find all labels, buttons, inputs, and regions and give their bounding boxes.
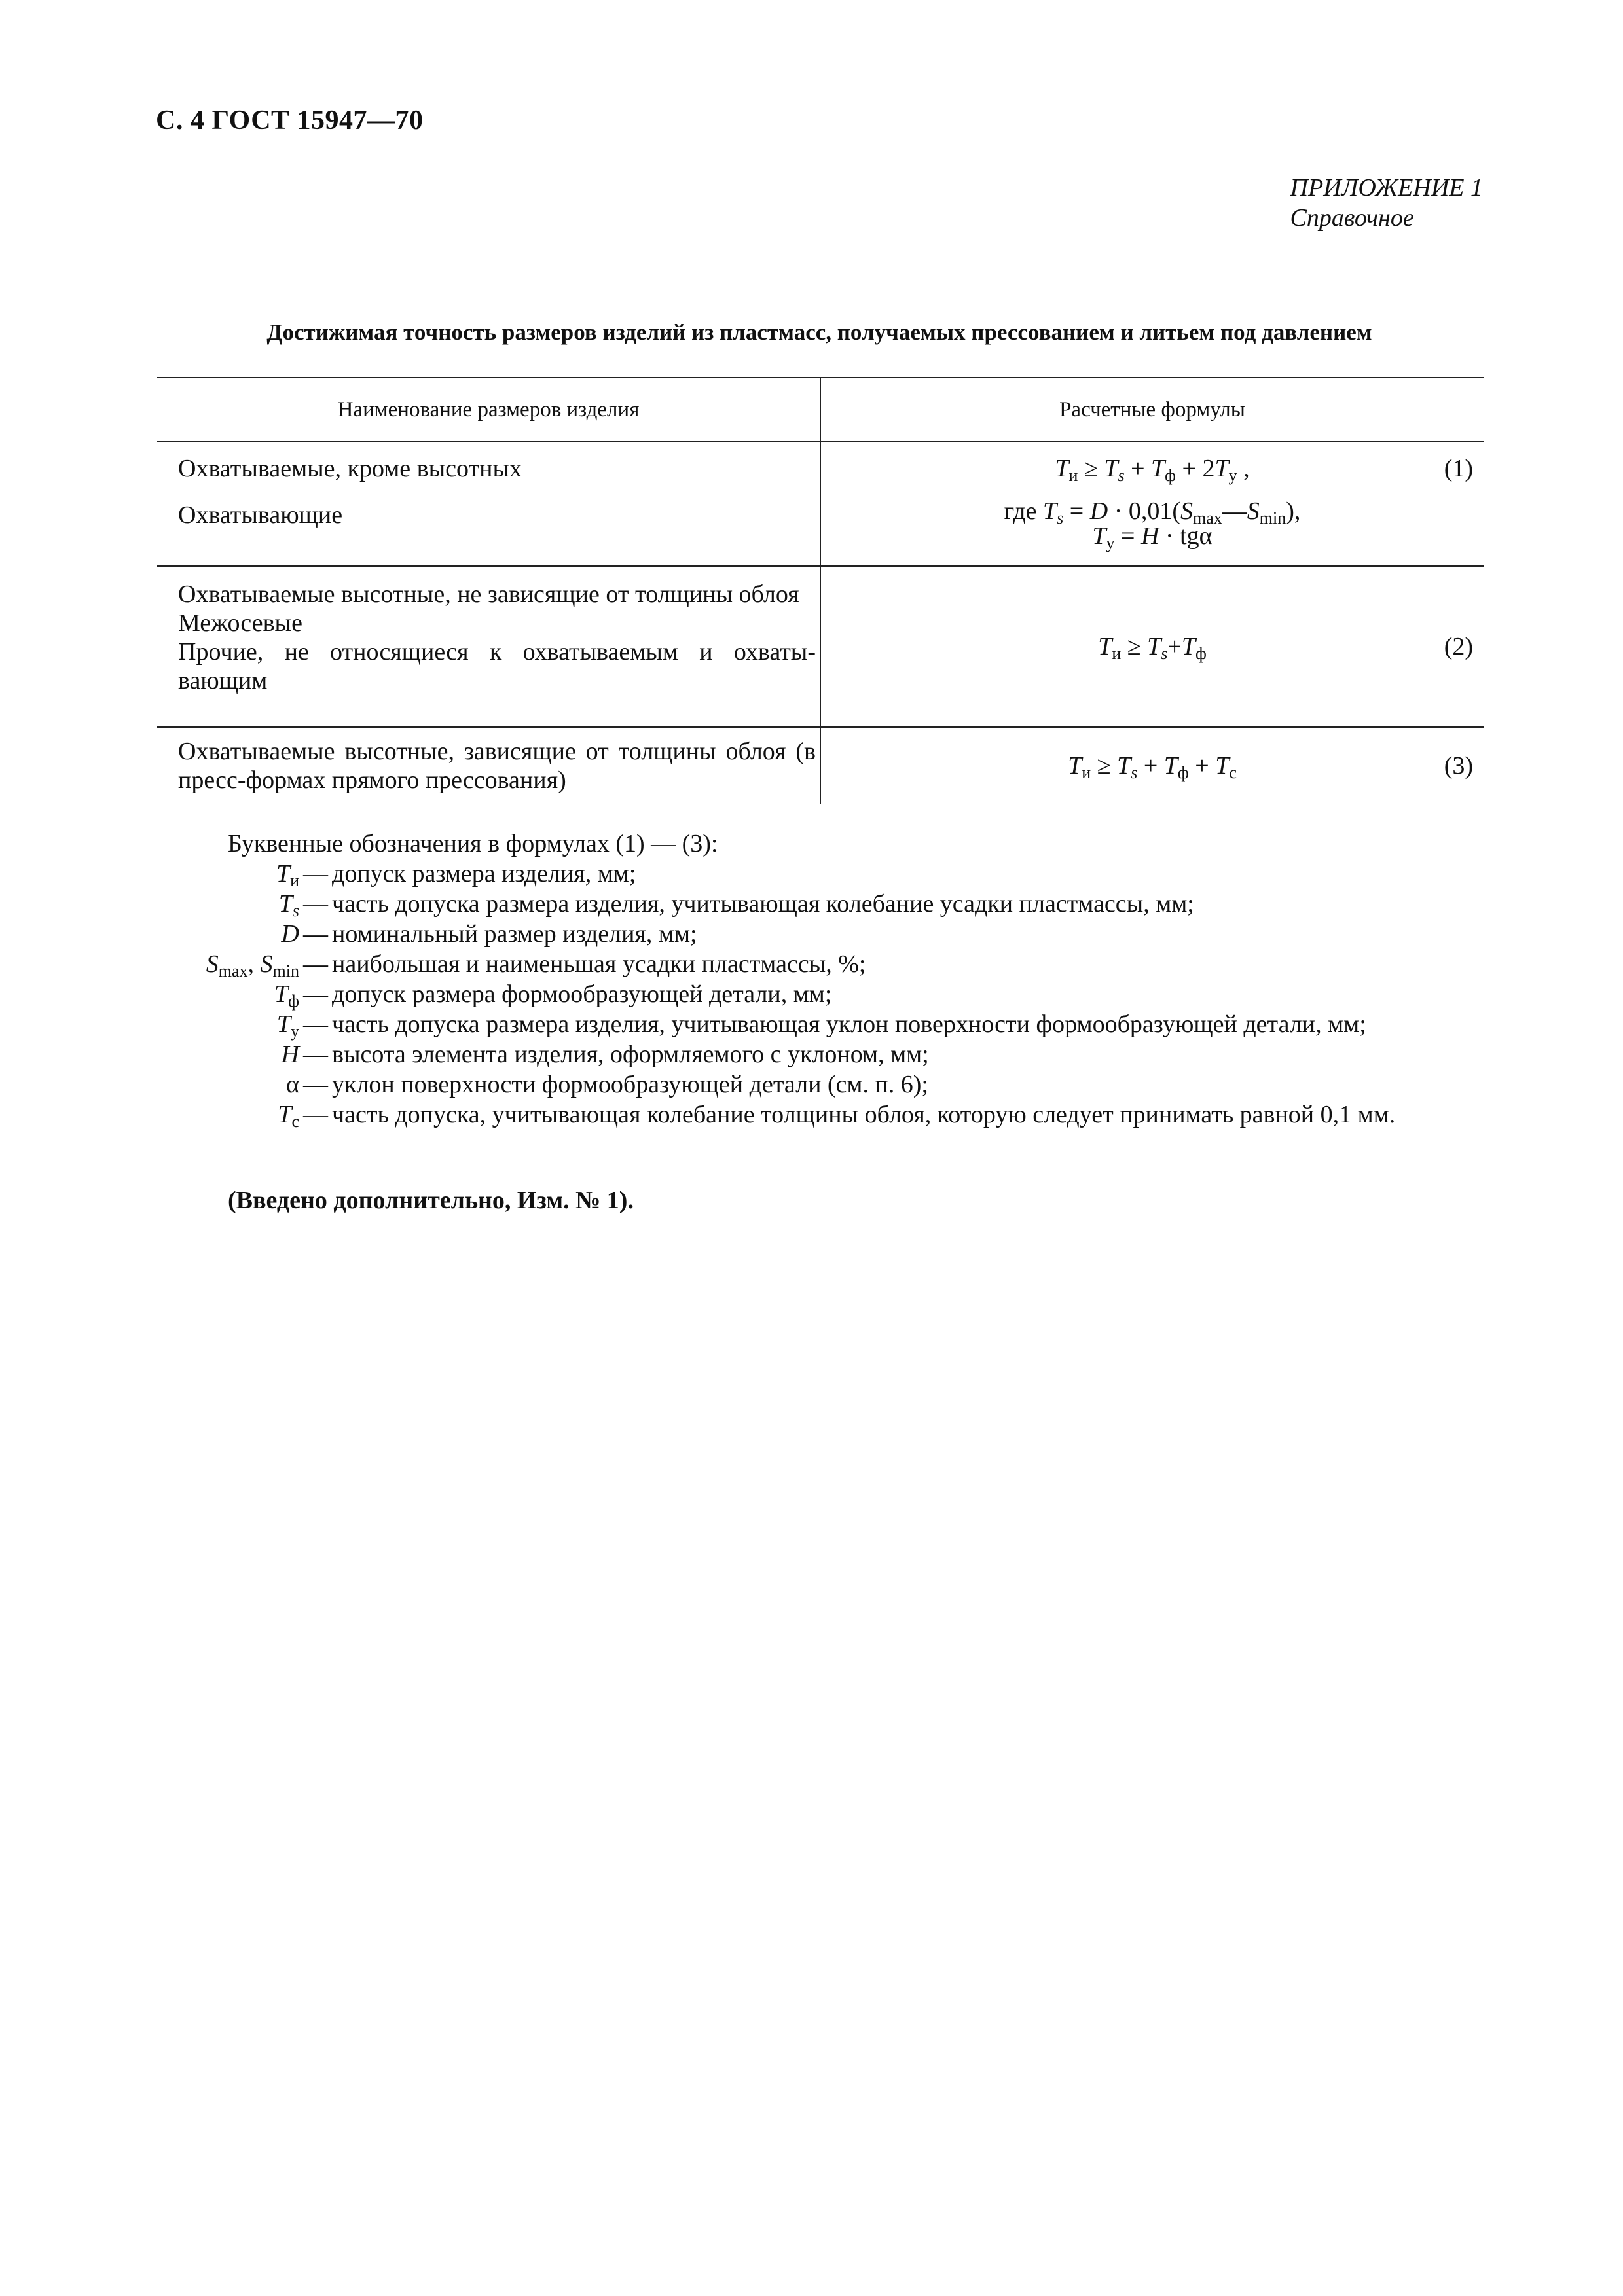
- legend-text: наибольшая и наименьшая усадки пластмассы, %;: [332, 950, 866, 978]
- column-header-formulas: Расчетные формулы: [820, 378, 1484, 442]
- appendix-title: ПРИЛОЖЕНИЕ 1: [1290, 174, 1483, 202]
- formula-2-number: (2): [1444, 633, 1473, 660]
- legend-item: $T_с$ — часть допуска, учитывающая колебание толщины облоя, которую следует принимать равной 0,1 мм.: [157, 1100, 1484, 1130]
- row3-formulas: [820, 727, 1484, 804]
- table-row: [157, 566, 1484, 727]
- formula-3-number: (3): [1444, 752, 1473, 780]
- formula-1-number: (1): [1444, 455, 1473, 482]
- amendment-note: (Введено дополнительно, Изм. № 1).: [228, 1187, 634, 1214]
- legend-intro: Буквенные обозначения в формулах (1) — (3):: [228, 830, 718, 857]
- legend-text: высота элемента изделия, оформляемого с уклоном, мм;: [332, 1041, 929, 1068]
- row2-item2: Межосевые: [178, 609, 302, 637]
- legend-item: $T_и$ — допуск размера изделия, мм;: [157, 859, 1484, 889]
- where-label: где: [1004, 497, 1037, 525]
- row2-item1: Охватываемые высотные, не зависящие от толщины облоя: [178, 581, 799, 608]
- legend-text: допуск размера формообразующей детали, мм;: [332, 980, 832, 1008]
- table-title: Достижимая точность размеров изделий из пластмасс, получаемых прессованием и литьем под давлением: [266, 319, 1372, 345]
- legend-symbol: D: [281, 920, 299, 948]
- legend-text: часть допуска размера изделия, учитывающая уклон поверхности формообразующей детали, мм;: [332, 1011, 1366, 1038]
- column-header-names: Наименование размеров изделия: [157, 378, 820, 442]
- table-row: [157, 727, 1484, 804]
- formula-1: $T_и \ge T_s + T_ф + 2T_у$ ,: [1055, 455, 1250, 485]
- legend-item: D — номинальный размер изделия, мм;: [157, 919, 1484, 949]
- legend-text: номинальный размер изделия, мм;: [332, 920, 697, 948]
- row3-item1: Охватываемые высотные, зависящие от толщины облоя (в пресс-формах прямого прессования): [178, 738, 816, 794]
- legend-symbol: $T_у$: [276, 1011, 299, 1041]
- appendix-subtitle: Справочное: [1290, 204, 1414, 232]
- legend-symbol: H: [281, 1041, 299, 1068]
- legend-text: уклон поверхности формообразующей детали (см. п. 6);: [332, 1071, 929, 1098]
- row2-item3: Прочие, не относящиеся к охватываемым и охваты- вающим: [178, 638, 816, 694]
- row1-item1: Охватываемые, кроме высотных: [178, 455, 522, 482]
- legend-item: $T_s$ — часть допуска размера изделия, учитывающая колебание усадки пластмассы, мм;: [157, 889, 1484, 919]
- legend-symbol: $T_ф$: [274, 980, 299, 1011]
- legend-symbol: $S_{max}$, $S_{min}$: [206, 950, 299, 980]
- legend-symbol: $T_s$: [278, 890, 299, 920]
- legend-item: H — высота элемента изделия, оформляемого с уклоном, мм;: [157, 1039, 1484, 1069]
- legend-item: $S_{max}$, $S_{min}$ — наибольшая и наименьшая усадки пластмассы, %;: [157, 949, 1484, 979]
- legend-symbol: α: [286, 1071, 299, 1098]
- formula-2: $T_и \ge T_s+T_ф$: [1098, 633, 1207, 663]
- legend-text: часть допуска, учитывающая колебание толщины облоя, которую следует принимать равной 0,1 мм.: [332, 1101, 1396, 1128]
- formulas-table: [157, 377, 1484, 804]
- legend-symbol: $T_и$: [276, 860, 299, 890]
- legend-text: допуск размера изделия, мм;: [332, 860, 636, 888]
- row1-item2: Охватывающие: [178, 501, 343, 529]
- row1-formulas: [820, 442, 1484, 566]
- table-row: [157, 442, 1484, 566]
- legend-item: α — уклон поверхности формообразующей детали (см. п. 6);: [157, 1069, 1484, 1100]
- row2-formulas: [820, 566, 1484, 727]
- appendix-label: [1290, 173, 1483, 233]
- page-header: С. 4 ГОСТ 15947—70: [156, 105, 424, 135]
- formula-1-where: где $T_s = D$ · $0,01(S_{max}—S_{min})$, $T_у = H \cdot tg\alpha$: [1004, 497, 1301, 552]
- legend-symbol: $T_с$: [278, 1101, 299, 1131]
- legend-item: $T_у$ — часть допуска размера изделия, учитывающая уклон поверхности формообразующей детали, мм;: [157, 1009, 1484, 1039]
- formula-3: $T_и \ge T_s + T_ф + T_с$: [1068, 752, 1237, 782]
- legend-item: $T_ф$ — допуск размера формообразующей детали, мм;: [157, 979, 1484, 1009]
- legend-text: часть допуска размера изделия, учитывающая колебание усадки пластмассы, мм;: [332, 890, 1194, 918]
- legend: [157, 829, 1484, 1130]
